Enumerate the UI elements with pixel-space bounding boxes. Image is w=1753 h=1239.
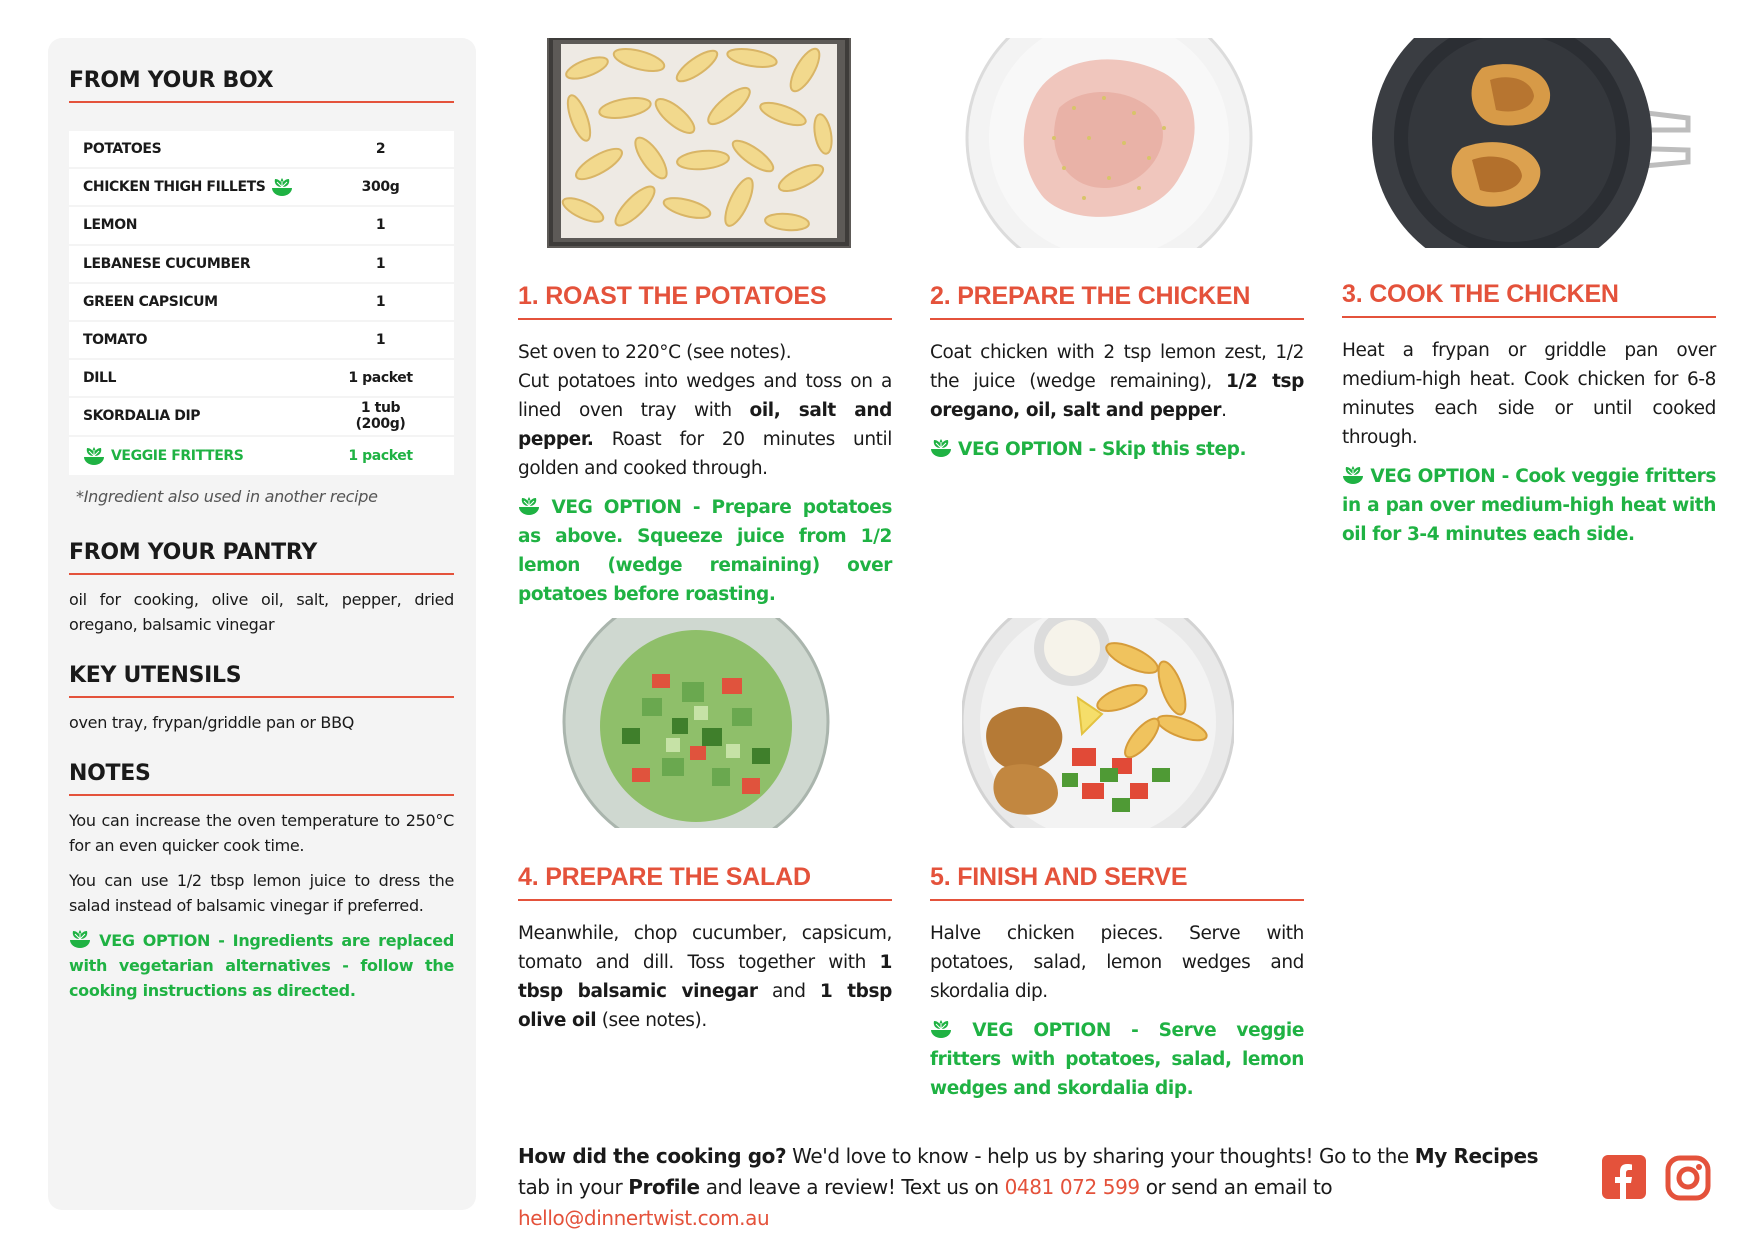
step-text-part: and — [757, 981, 820, 1002]
veg-option-text: VEG OPTION - Prepare potatoes as above. Squeeze juice from 1/2 lemon (wedge remaining) over potatoes before roasting. — [518, 497, 892, 605]
ingredient-qty: 1 — [375, 255, 386, 272]
table-row — [69, 322, 454, 360]
step-3-veg-option — [1342, 462, 1716, 549]
ingredient-qty: 1 — [375, 217, 386, 234]
step-3-title: 3. COOK THE CHICKEN — [1342, 280, 1716, 318]
ingredients-panel — [48, 38, 476, 1210]
ingredient-qty: 1 — [375, 332, 386, 349]
ingredient-name: CHICKEN THIGH FILLETS — [83, 179, 266, 196]
notes-heading: NOTES — [69, 761, 454, 796]
footer-text: and leave a review! Text us on — [699, 1175, 1005, 1199]
note-lemon: You can use 1/2 tbsp lemon juice to dress the salad instead of balsamic vinegar if preferred. — [69, 870, 454, 915]
review-prompt — [518, 1141, 1568, 1234]
notes-section — [69, 761, 454, 1003]
step-text-bold: 1 tbsp olive oil — [518, 981, 892, 1031]
utensils-section — [69, 663, 454, 735]
table-row — [69, 437, 454, 475]
step-text-part: Set oven to 220°C (see notes). — [518, 342, 792, 363]
phone-link[interactable]: 0481 072 599 — [1004, 1175, 1140, 1199]
pan-chicken-photo — [1372, 38, 1692, 248]
footer-text: or send an email to — [1139, 1175, 1333, 1199]
pantry-text: oil for cooking, olive oil, salt, pepper, dried oregano, balsamic vinegar — [69, 589, 454, 634]
step-text-part: Coat chicken with 2 tsp lemon zest, 1/2 the juice (wedge remaining), — [930, 342, 1304, 392]
step-text-bold: 1 tbsp balsamic vinegar — [518, 952, 892, 1002]
step-5-veg-option — [930, 1016, 1304, 1103]
step-text-part: Cut potatoes into wedges and toss on a lined oven tray with — [518, 371, 892, 421]
ingredient-qty: 1 packet — [348, 447, 413, 464]
leaf-icon — [69, 930, 91, 948]
step-4-text — [518, 919, 892, 1035]
step-5 — [930, 863, 1304, 1103]
table-row — [69, 131, 454, 169]
veg-option-text: VEG OPTION - Skip this step. — [958, 439, 1247, 460]
note-veg-option — [69, 928, 454, 1003]
ingredient-qty: 1 tub (200g) — [355, 400, 406, 433]
note-oven: You can increase the oven temperature to 250°C for an even quicker cook time. — [69, 810, 454, 855]
ingredient-name: SKORDALIA DIP — [83, 408, 201, 425]
step-text-part: (see notes). — [596, 1010, 707, 1031]
utensils-heading: KEY UTENSILS — [69, 663, 454, 698]
from-your-box-heading: FROM YOUR BOX — [69, 68, 454, 103]
facebook-icon[interactable] — [1602, 1155, 1646, 1199]
veg-option-text: VEG OPTION - Cook veggie fritters in a pan over medium-high heat with oil for 3-4 minutes each side. — [1342, 466, 1716, 545]
ingredient-name: DILL — [83, 370, 117, 387]
step-4 — [518, 863, 892, 1035]
step-text-part: Meanwhile, chop cucumber, capsicum, tomato and dill. Toss together with — [518, 923, 892, 973]
leaf-icon — [83, 447, 105, 465]
step-5-text: Halve chicken pieces. Serve with potatoes, salad, lemon wedges and skordalia dip. — [930, 923, 1304, 1002]
step-text-bold: oil, salt and pepper. — [518, 400, 892, 450]
veg-option-text: VEG OPTION - Serve veggie fritters with potatoes, salad, lemon wedges and skordalia dip. — [930, 1020, 1304, 1099]
step-2 — [930, 282, 1304, 464]
salad-bowl-photo — [562, 618, 830, 828]
table-row — [69, 398, 454, 436]
ingredient-name: VEGGIE FRITTERS — [111, 447, 244, 464]
profile-link[interactable]: Profile — [628, 1175, 700, 1199]
veg-option-text: VEG OPTION - Ingredients are replaced with vegetarian alternatives - follow the cooking instructions as directed. — [69, 930, 454, 1000]
ingredient-qty: 1 — [375, 293, 386, 310]
table-row — [69, 246, 454, 284]
step-2-text — [930, 338, 1304, 425]
review-question: How did the cooking go? — [518, 1144, 787, 1168]
table-row — [69, 207, 454, 245]
leaf-icon — [518, 497, 540, 515]
ingredient-qty: 300g — [361, 179, 400, 196]
step-3 — [1342, 280, 1716, 549]
leaf-icon — [930, 439, 952, 457]
table-row — [69, 284, 454, 322]
leaf-icon — [930, 1020, 952, 1038]
utensils-text: oven tray, frypan/griddle pan or BBQ — [69, 712, 355, 732]
step-3-text: Heat a frypan or griddle pan over medium-high heat. Cook chicken for 6-8 minutes each side or until cooked through. — [1342, 340, 1716, 448]
table-row — [69, 169, 454, 207]
step-1 — [518, 282, 892, 609]
ingredient-qty: 1 packet — [348, 370, 413, 387]
step-text-part: Roast for 20 minutes until golden and cooked through. — [518, 429, 892, 479]
step-4-title: 4. PREPARE THE SALAD — [518, 863, 892, 901]
ingredient-name: LEBANESE CUCUMBER — [83, 255, 251, 272]
footer-text: tab in your — [518, 1175, 629, 1199]
step-text-part: . — [1221, 400, 1227, 421]
pantry-heading: FROM YOUR PANTRY — [69, 540, 454, 575]
email-link[interactable]: hello@dinnertwist.com.au — [518, 1206, 770, 1230]
step-2-veg-option — [930, 435, 1304, 464]
step-2-title: 2. PREPARE THE CHICKEN — [930, 282, 1304, 320]
pantry-section — [69, 540, 454, 637]
my-recipes-link[interactable]: My Recipes — [1414, 1144, 1539, 1168]
step-1-text — [518, 338, 892, 483]
ingredient-qty: 2 — [375, 141, 386, 158]
ingredient-name: TOMATO — [83, 332, 148, 349]
ingredient-name: POTATOES — [83, 141, 162, 158]
final-plate-photo — [962, 618, 1234, 828]
leaf-icon — [1342, 466, 1364, 484]
potatoes-tray-photo — [547, 38, 851, 248]
instagram-icon[interactable] — [1665, 1155, 1711, 1201]
ingredient-name: GREEN CAPSICUM — [83, 293, 218, 310]
footer-text: We'd love to know - help us by sharing your thoughts! Go to the — [786, 1144, 1415, 1168]
step-1-title: 1. ROAST THE POTATOES — [518, 282, 892, 320]
table-row — [69, 360, 454, 398]
step-5-title: 5. FINISH AND SERVE — [930, 863, 1304, 901]
leaf-icon — [271, 178, 293, 196]
ingredient-footnote: *Ingredient also used in another recipe — [76, 486, 378, 506]
ingredient-name: LEMON — [83, 217, 138, 234]
ingredients-table — [69, 131, 454, 475]
step-1-veg-option — [518, 493, 892, 609]
raw-chicken-bowl-photo — [964, 38, 1254, 248]
step-text-bold: 1/2 tsp oregano, oil, salt and pepper — [930, 371, 1304, 421]
